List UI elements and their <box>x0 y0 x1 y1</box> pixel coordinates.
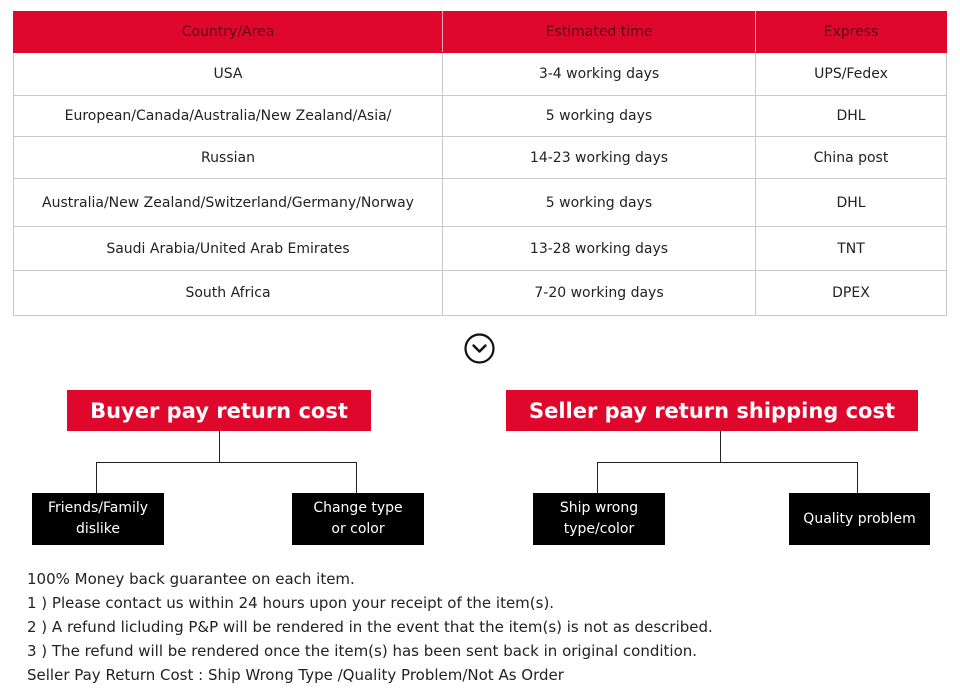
buyer-tree-bar <box>96 462 357 463</box>
header-estimated-time: Estimated time <box>443 12 756 53</box>
table-row <box>14 53 947 96</box>
cell-country: South Africa <box>14 271 443 316</box>
chevron-down-circle-icon <box>464 333 495 364</box>
seller-tree-bar <box>597 462 858 463</box>
note-line: 2 ) A refund licluding P&P will be rendered in the event that the item(s) is not as described. <box>27 618 713 636</box>
cell-country: USA <box>14 53 443 96</box>
cell-country: Saudi Arabia/United Arab Emirates <box>14 227 443 271</box>
table-row <box>14 227 947 271</box>
cell-express: TNT <box>756 227 947 271</box>
table-row <box>14 271 947 316</box>
cell-time: 3-4 working days <box>443 53 756 96</box>
cell-time: 5 working days <box>443 179 756 227</box>
cell-country: Australia/New Zealand/Switzerland/Germany/Norway <box>14 179 443 227</box>
seller-tree-left-drop <box>597 462 598 493</box>
note-line: 100% Money back guarantee on each item. <box>27 570 355 588</box>
cell-express: UPS/Fedex <box>756 53 947 96</box>
seller-reason-box <box>533 493 665 545</box>
buyer-tree-right-drop <box>356 462 357 493</box>
table-row <box>14 179 947 227</box>
buyer-reason-box <box>32 493 164 545</box>
table-row <box>14 137 947 179</box>
buyer-reason-label: Friends/Family dislike <box>47 500 149 537</box>
cell-time: 7-20 working days <box>443 271 756 316</box>
note-line: 3 ) The refund will be rendered once the item(s) has been sent back in original condition. <box>27 642 698 660</box>
return-policy-notes <box>27 567 947 687</box>
cell-country: Russian <box>14 137 443 179</box>
cell-time: 5 working days <box>443 96 756 137</box>
table-row <box>14 96 947 137</box>
cell-time: 13-28 working days <box>443 227 756 271</box>
cell-express: DHL <box>756 179 947 227</box>
seller-reason-box <box>789 493 930 545</box>
cell-time: 14-23 working days <box>443 137 756 179</box>
seller-tree-stem <box>720 431 721 462</box>
buyer-reason-label: Change type or color <box>313 500 403 537</box>
buyer-tree-left-drop <box>96 462 97 493</box>
note-line: Seller Pay Return Cost : Ship Wrong Type /Quality Problem/Not As Order <box>27 666 564 684</box>
seller-pay-return-cost-title: Seller pay return shipping cost <box>506 390 918 431</box>
header-country: Country/Area <box>14 12 443 53</box>
buyer-tree-stem <box>219 431 220 462</box>
cell-express: China post <box>756 137 947 179</box>
cell-country: European/Canada/Australia/New Zealand/Asia/ <box>14 96 443 137</box>
table-header-row <box>14 12 947 53</box>
seller-reason-label: Quality problem <box>803 510 916 527</box>
buyer-pay-return-cost-title: Buyer pay return cost <box>67 390 371 431</box>
cell-express: DHL <box>756 96 947 137</box>
buyer-reason-box <box>292 493 424 545</box>
header-express: Express <box>756 12 947 53</box>
note-line: 1 ) Please contact us within 24 hours upon your receipt of the item(s). <box>27 594 555 612</box>
cell-express: DPEX <box>756 271 947 316</box>
seller-tree-right-drop <box>857 462 858 493</box>
shipping-table <box>13 11 947 316</box>
seller-reason-label: Ship wrong type/color <box>559 500 639 537</box>
